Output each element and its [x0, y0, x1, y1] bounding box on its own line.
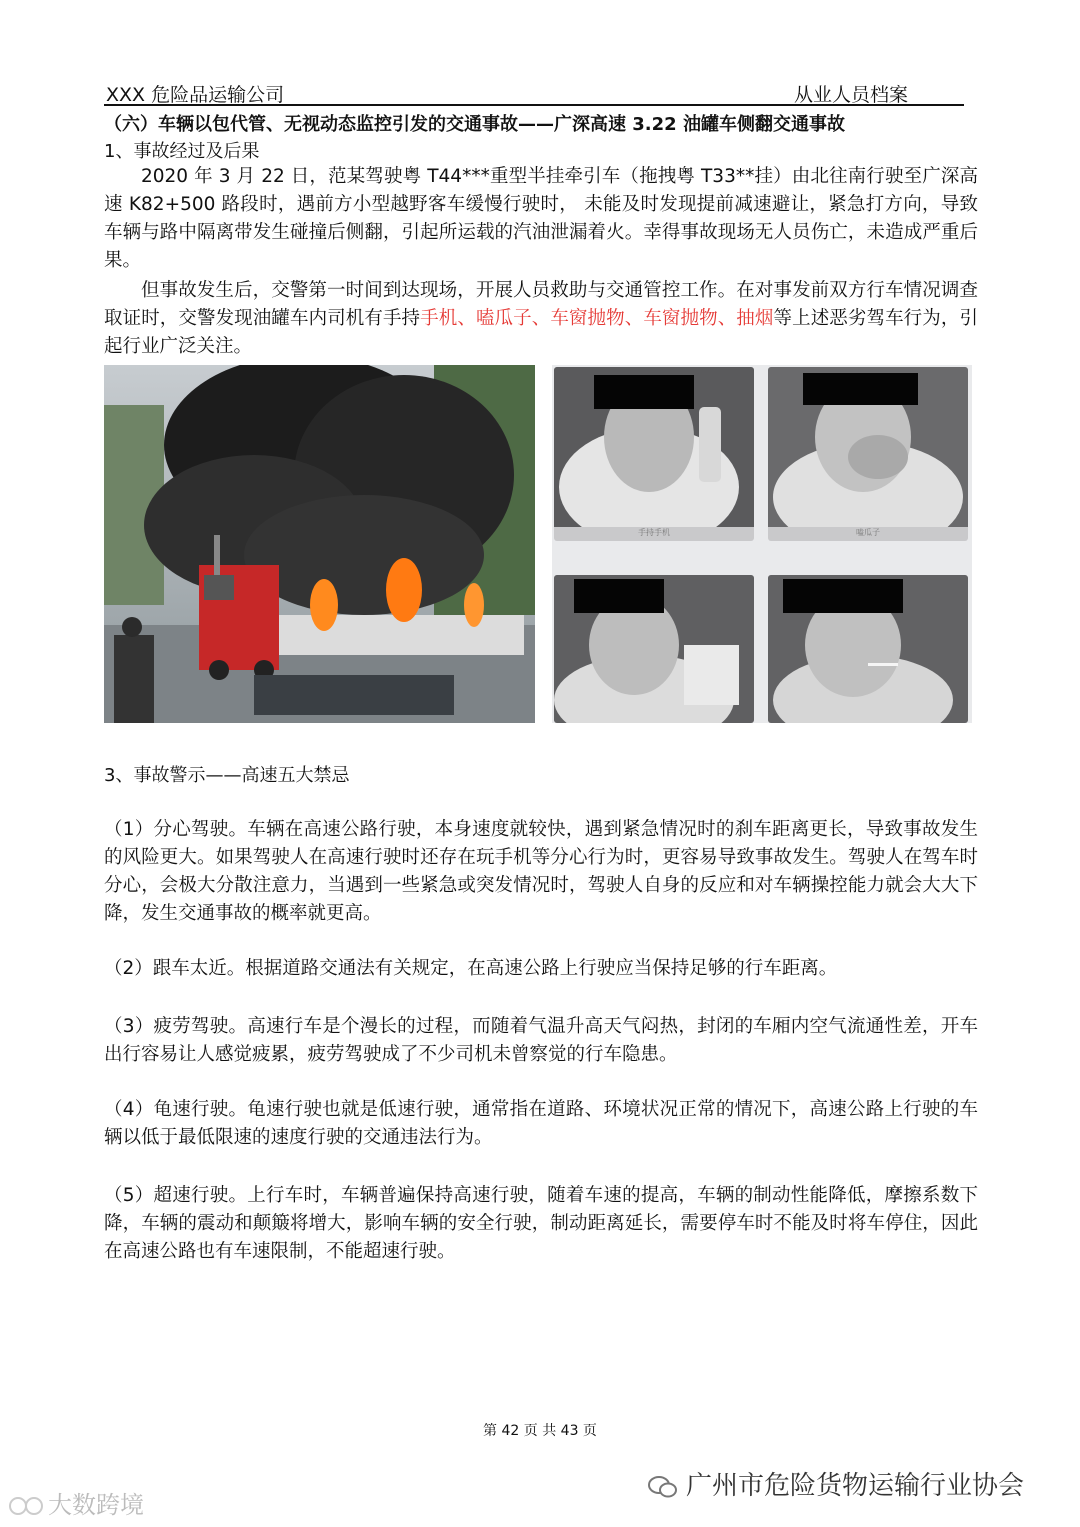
driver-phone-illustration [554, 367, 754, 527]
company-name: XXX 危险品运输公司 [106, 84, 285, 106]
section-title: （六）车辆以包代管、无视动态监控引发的交通事故——广深高速 3.22 油罐车侧翻交通事故 [104, 114, 845, 135]
driver-throwing-illustration [554, 575, 754, 723]
driver-behavior-photos [552, 365, 972, 723]
page-header [104, 80, 964, 106]
association-name: 广州市危险货物运输行业协会 [686, 1471, 1025, 1501]
driver-smoking-illustration [768, 575, 968, 723]
platform-watermark [8, 1485, 144, 1520]
photo-smoking [768, 575, 968, 723]
para2-text-end: 等上述恶劣驾车行为，引起行业广泛关注。 [104, 308, 978, 357]
warning-item-1: （1）分心驾驶。车辆在高速公路行驶，本身速度就较快，遇到紧急情况时的刹车距离更长，导致事故发生的风险更大。如果驾驶人在高速行驶时还存在玩手机等分心行为时，更容易导致事故发生。驾驶人在驾车时分心，会极大分散注意力，当遇到一些紧急或突发情况时，驾驶人自身的反应和对车辆操控能力就会大大下降，发生交通事故的概率就更高。 [104, 819, 978, 924]
doc-type: 从业人员档案 [794, 84, 909, 106]
platform-name: 大数跨境 [48, 1491, 144, 1519]
caption-eating-seeds: 嗑瓜子 [856, 528, 880, 537]
page-number: 第 42 页 共 43 页 [483, 1423, 597, 1439]
part1-para1: 2020 年 3 月 22 日，范某驾驶粤 T44***重型半挂牵引车（拖拽粤 T33**挂）由北往南行驶至广深高速 K82+500 路段时，遇前方小型越野客车缓慢行驶时， 未能及时发现提前减速避让，紧急打方向，导致车辆与路中隔离带发生碰撞后侧翻，引起所运载的汽油泄漏着火。幸得事故现场无人员伤亡，未造成严重后果。 [104, 166, 978, 271]
caption-holding-phone: 手持手机 [638, 528, 670, 537]
warning-item-5: （5）超速行驶。上行车时，车辆普遍保持高速行驶，随着车速的提高，车辆的制动性能降低，摩擦系数下降，车辆的震动和颠簸将增大，影响车辆的安全行驶，制动距离延长，需要停车时不能及时将车停住，因此在高速公路也有车速限制，不能超速行驶。 [104, 1185, 978, 1262]
para2-highlight: 手机、嗑瓜子、车窗抛物、车窗抛物、抽烟 [420, 308, 774, 329]
fire-scene-photo [104, 365, 535, 723]
association-watermark [648, 1465, 1024, 1502]
fire-scene-illustration [104, 365, 535, 723]
platform-logo-icon [8, 1495, 48, 1517]
photo-eating-seeds [768, 367, 968, 541]
part1-para2 [104, 277, 978, 361]
warning-item-4: （4）龟速行驶。龟速行驶也就是低速行驶，通常指在道路、环境状况正常的情况下，高速公路上行驶的车辆以低于最低限速的速度行驶的交通违法行为。 [104, 1099, 978, 1148]
warning-item-2: （2）跟车太近。根据道路交通法有关规定，在高速公路上行驶应当保持足够的行车距离。 [104, 958, 838, 979]
para2-text-start: 但事故发生后，交警第一时间到达现场，开展人员救助与交通管控工作。在对事发前双方行车情况调查取证时，交警发现油罐车内司机有手持 [104, 280, 978, 329]
photo-throwing-object [554, 575, 754, 723]
part1-heading: 1、事故经过及后果 [104, 141, 260, 162]
warning-item-3: （3）疲劳驾驶。高速行车是个漫长的过程，而随着气温升高天气闷热，封闭的车厢内空气流通性差，开车出行容易让人感觉疲累，疲劳驾驶成了不少司机未曾察觉的行车隐患。 [104, 1016, 978, 1065]
driver-seeds-illustration [768, 367, 968, 527]
photo-holding-phone [554, 367, 754, 541]
wechat-icon [648, 1474, 678, 1500]
part3-heading: 3、事故警示——高速五大禁忌 [104, 765, 350, 786]
